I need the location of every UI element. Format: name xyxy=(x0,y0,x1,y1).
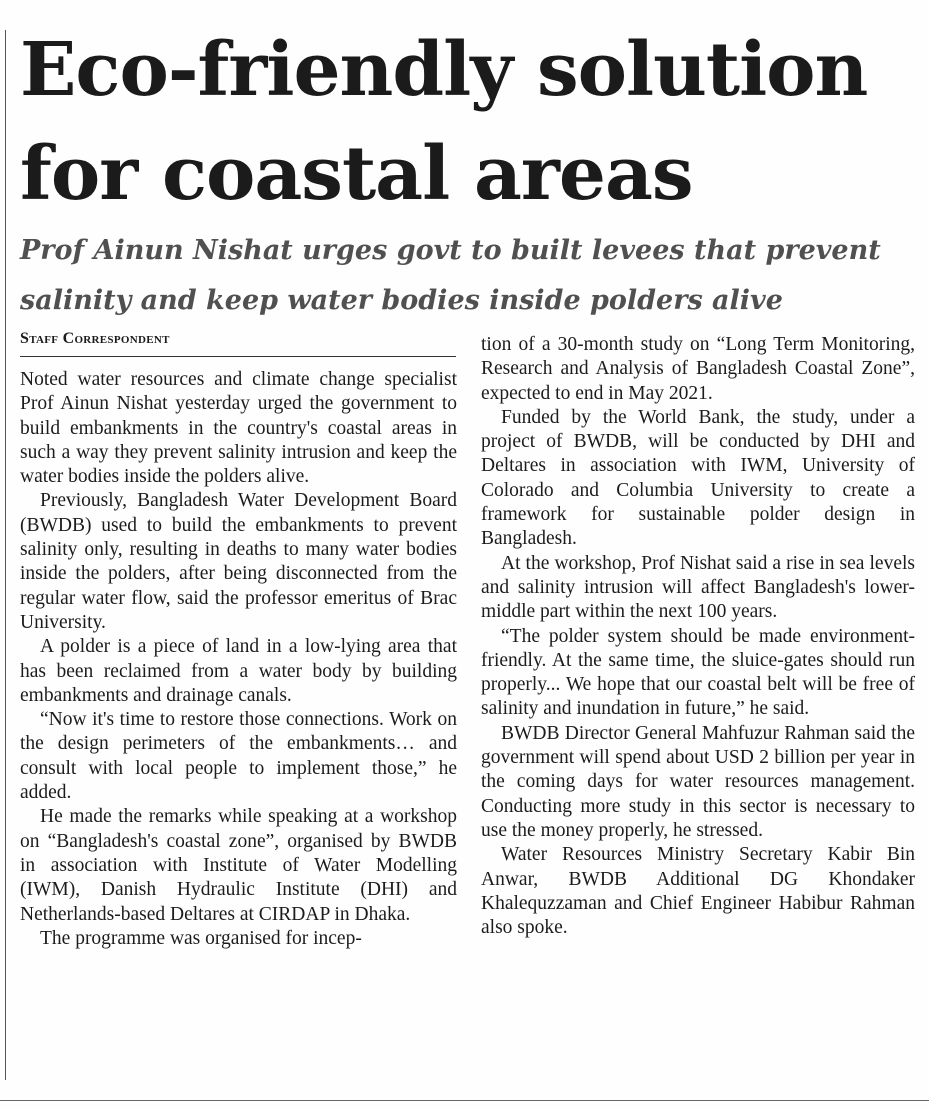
paragraph: tion of a 30-month study on “Long Term Monitoring, Research and Analysis of Bangladesh Coastal Zone”, expected to end in May 2021. xyxy=(481,334,915,404)
paragraph: Previously, Bangladesh Water Development Board (BWDB) used to build the embankments to prevent salinity only, resulting in deaths to many water bodies inside the polders, after being disconnected from the regular water flow, said the professor emeritus of Brac University. xyxy=(20,490,457,633)
paragraph: The programme was organised for incep- xyxy=(40,927,362,949)
paragraph: Funded by the World Bank, the study, under a project of BWDB, will be conducted by DHI and Deltares in association with IWM, University of Colorado and Columbia University to create a framework for sustainable polder design in Bangladesh. xyxy=(481,406,915,550)
paragraph: “The polder system should be made environment-friendly. At the same time, the sluice-gates should run properly... We hope that our coastal belt will be free of salinity and inundation in future,” he said. xyxy=(481,625,915,720)
right-column xyxy=(481,333,915,940)
paragraph: Noted water resources and climate change specialist Prof Ainun Nishat yesterday urged the government to build embankments in the country's coastal areas in such a way they prevent salinity intrusion and keep the water bodies inside the polders alive. xyxy=(20,369,457,488)
paragraph: At the workshop, Prof Nishat said a rise in sea levels and salinity intrusion will affect Bangladesh's lower-middle part within the next 100 years. xyxy=(481,552,915,623)
paragraph: “Now it's time to restore those connections. Work on the design perimeters of the embankments… and consult with local people to implement those,” he added. xyxy=(20,709,457,804)
paragraph: A polder is a piece of land in a low-lying area that has been reclaimed from a water body by building embankments and drainage canals. xyxy=(20,636,457,706)
subheadline: Prof Ainun Nishat urges govt to built levees that prevent salinity and keep water bodies inside polders alive xyxy=(20,235,881,316)
paragraph: Water Resources Ministry Secretary Kabir Bin Anwar, BWDB Additional DG Khondaker Khalequzzaman and Chief Engineer Habibur Rahman also spoke. xyxy=(481,844,915,939)
byline-rule xyxy=(20,356,456,357)
left-column-rule xyxy=(5,30,6,1080)
paragraph: BWDB Director General Mahfuzur Rahman said the government will spend about USD 2 billion per year in the coming days for water resources management. Conducting more study in this sector is necessary to use the money properly, he stressed. xyxy=(481,722,915,841)
paragraph: He made the remarks while speaking at a workshop on “Bangladesh's coastal zone”, organised by BWDB in association with Institute of Water Modelling (IWM), Danish Hydraulic Institute (DHI) and Netherlands-based Deltares at CIRDAP in Dhaka. xyxy=(20,806,457,925)
byline: Staff Correspondent xyxy=(20,330,170,347)
bottom-rule xyxy=(0,1100,929,1101)
left-column xyxy=(20,368,457,951)
headline: Eco-friendly solution for coastal areas xyxy=(20,27,868,217)
